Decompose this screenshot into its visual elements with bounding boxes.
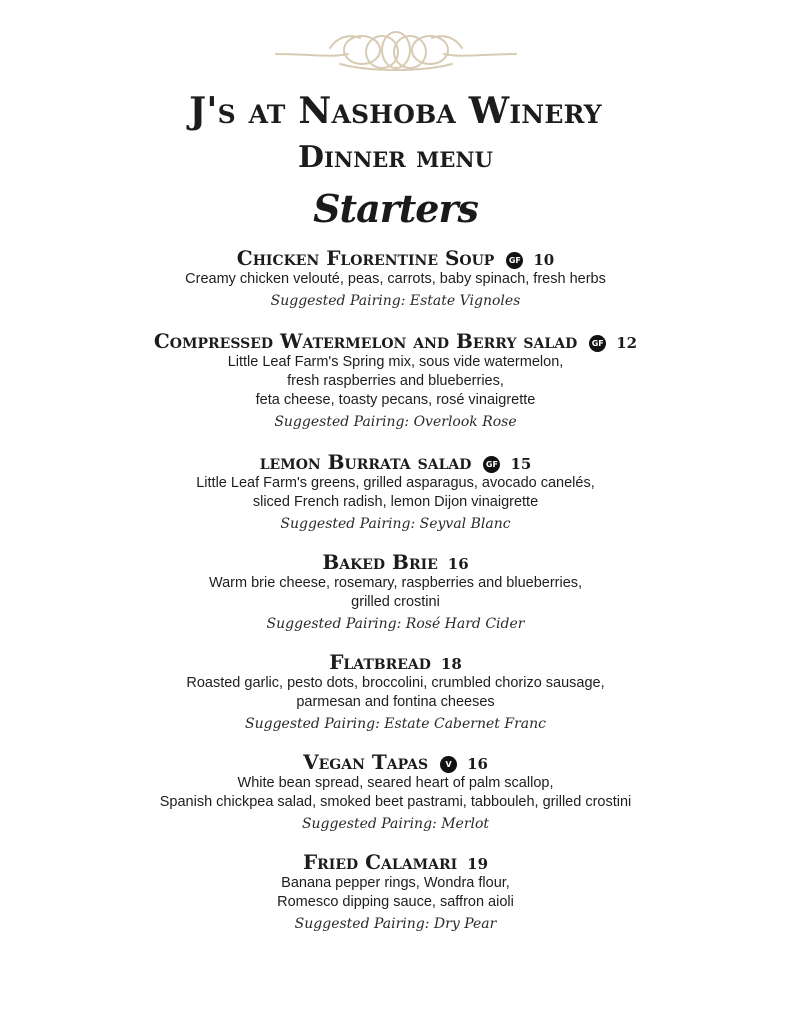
vegan-badge-icon: V [440,756,457,773]
item-name: Vegan Tapas [303,750,429,774]
item-description: Creamy chicken velouté, peas, carrots, baby spinach, fresh herbs [185,271,606,287]
menu-item [0,450,791,535]
item-description: feta cheese, toasty pecans, rosé vinaigrette [255,392,536,408]
section-heading-starters: Starters [313,186,478,231]
item-pairing: Suggested Pairing: Seyval Blanc [280,516,511,532]
item-pairing: Suggested Pairing: Merlot [301,816,490,832]
item-price: 19 [467,855,489,873]
item-name: Chicken Florentine Soup [236,246,495,270]
item-pairing: Suggested Pairing: Estate Vignoles [270,293,521,309]
item-description: Romesco dipping sauce, saffron aioli [277,894,514,910]
item-description: Little Leaf Farm's Spring mix, sous vide watermelon, [227,354,564,370]
item-name: Fried Calamari [302,850,458,874]
item-price: 18 [440,655,462,673]
decorative-scroll-flourish-icon [270,28,522,78]
menu-item [0,550,791,635]
item-description: sliced French radish, lemon Dijon vinaigrette [252,494,539,510]
gluten-free-badge-icon: GF [483,456,500,473]
menu-subtitle: Dinner menu [298,140,493,175]
item-name: lemon Burrata salad [259,450,472,474]
item-pairing: Suggested Pairing: Dry Pear [294,916,497,932]
item-description: parmesan and fontina cheeses [296,694,495,710]
gluten-free-badge-icon: GF [506,252,523,269]
item-name: Flatbread [329,650,431,674]
item-description: Banana pepper rings, Wondra flour, [281,875,510,891]
item-pairing: Suggested Pairing: Estate Cabernet Franc [245,716,546,732]
item-description: Little Leaf Farm's greens, grilled asparagus, avocado canelés, [196,475,595,491]
item-price: 15 [510,455,532,473]
item-description: grilled crostini [351,594,440,610]
menu-item [0,650,791,735]
item-price: 10 [533,251,555,269]
item-pairing: Suggested Pairing: Rosé Hard Cider [266,616,525,632]
item-description: fresh raspberries and blueberries, [287,373,504,389]
item-description: Roasted garlic, pesto dots, broccolini, crumbled chorizo sausage, [186,675,605,691]
menu-item [0,750,791,835]
menu-item [0,329,791,433]
item-name: Baked Brie [322,550,438,574]
item-pairing: Suggested Pairing: Overlook Rose [274,414,517,430]
item-description: Warm brie cheese, rosemary, raspberries and blueberries, [208,575,583,591]
gluten-free-badge-icon: GF [589,335,606,352]
item-price: 16 [467,755,488,773]
item-price: 16 [447,555,469,573]
menu-item [0,850,791,935]
restaurant-title: J's at Nashoba Winery [189,90,602,132]
menu-item [0,246,791,312]
item-price: 12 [616,334,638,352]
item-description: White bean spread, seared heart of palm scallop, [237,775,554,791]
item-description: Spanish chickpea salad, smoked beet pastrami, tabbouleh, grilled crostini [159,794,632,810]
item-name: Compressed Watermelon and Berry salad [153,329,578,353]
